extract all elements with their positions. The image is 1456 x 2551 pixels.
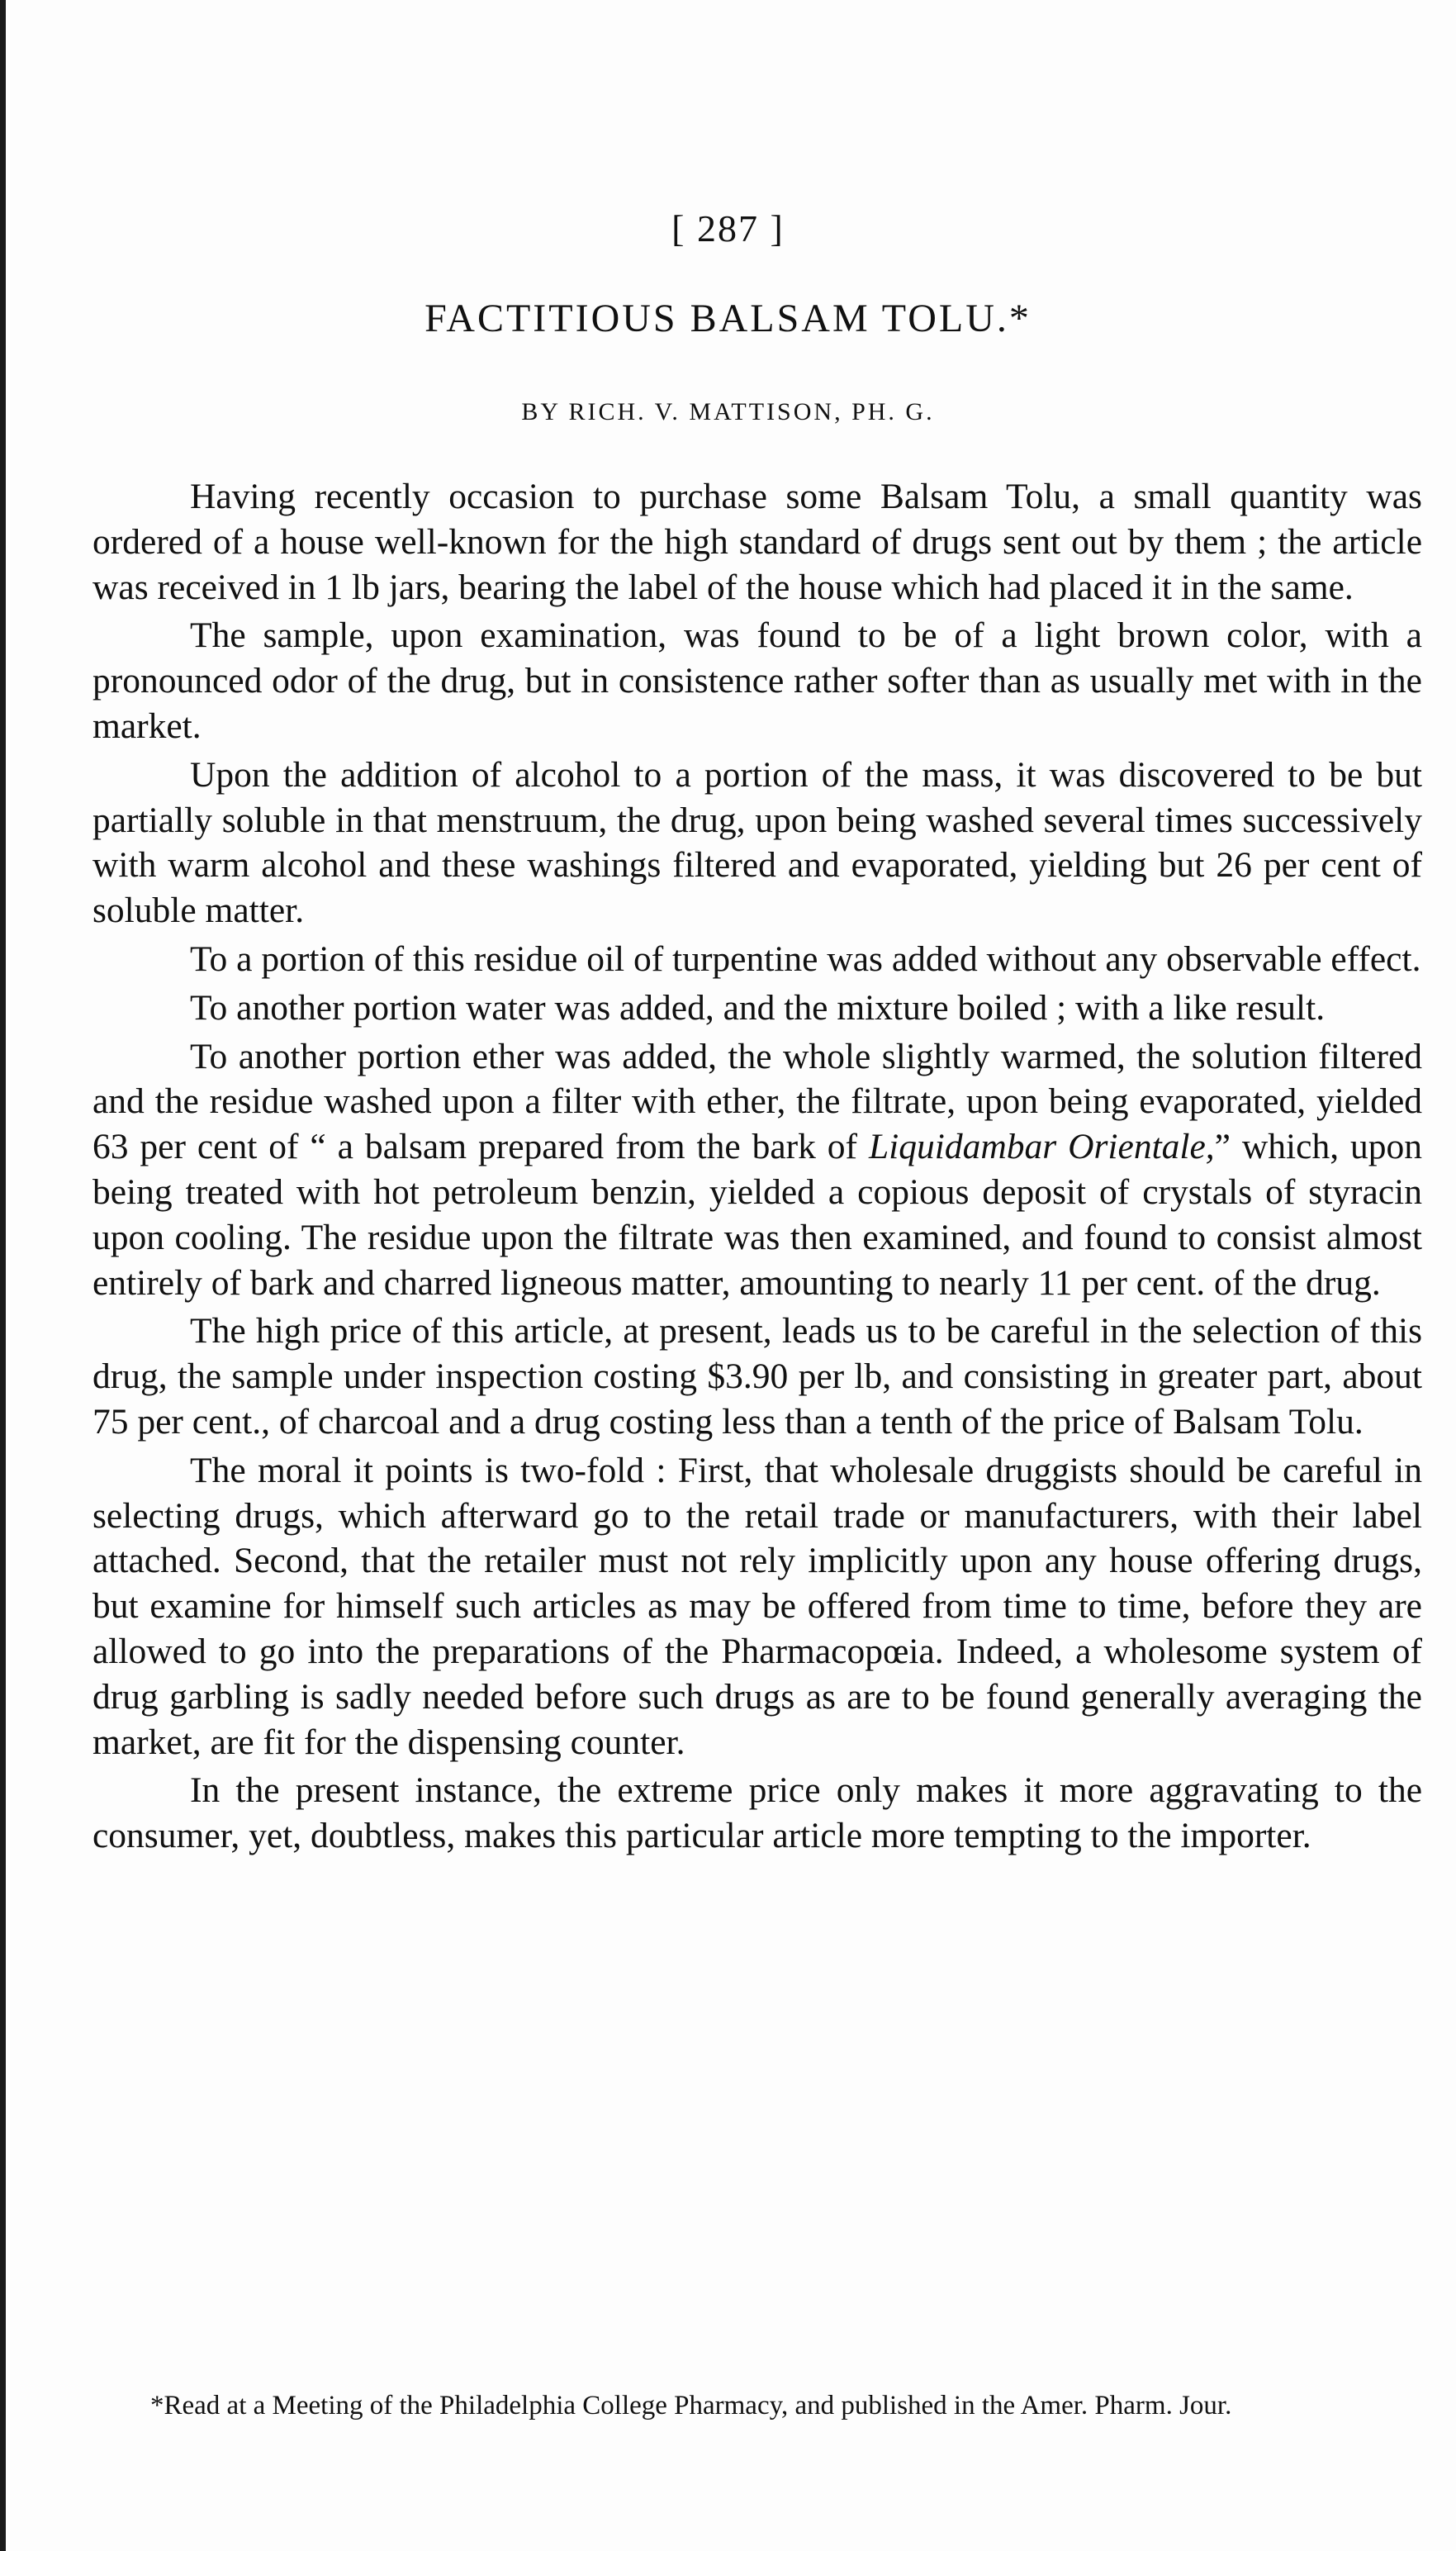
paragraph-water: To another portion water was added, and the mixture boiled ; with a like result. (190, 987, 1326, 1028)
article-title: FACTITIOUS BALSAM TOLU.* (424, 297, 1032, 340)
paragraph-ether-species-name: Liquidambar Orientale, (868, 1127, 1215, 1167)
paragraph-ether-text-end: ” which, upon being treated with hot petroleum benzin, yielded a copious deposit of crystals of styracin upon cooling. The residue upon the filtrate was then examined, and found to consist almost entirely of bark and charred ligneous matter, amounting to nearly 11 per cent. of the drug. (92, 1127, 1422, 1303)
footnote: *Read at a Meeting of the Philadelphia College Pharmacy, and published in the Amer. Pharm. Jour. (150, 2391, 1232, 2420)
article-byline: BY RICH. V. MATTISON, PH. G. (521, 398, 935, 425)
paragraph-sample: The sample, upon examination, was found to be of a light brown color, with a pronounced odor of the drug, but in consistence rather softer than as usually met with in the market. (92, 615, 1422, 746)
paragraph-purchase: Having recently occasion to purchase some Balsam Tolu, a small quantity was ordered of a house well-known for the high standard of drugs sent out by them ; the article was received in 1 lb jars, bearing the label of the house which had placed it in the same. (92, 477, 1422, 607)
paragraph-ether (92, 1034, 1422, 1306)
paragraph-conclusion: In the present instance, the extreme price only makes it more aggravating to the consumer, yet, doubtless, makes this particular article more tempting to the importer. (92, 1770, 1422, 1856)
paragraph-moral: The moral it points is two-fold : First, that wholesale druggists should be careful in selecting drugs, which afterward go to the retail trade or manufacturers, with their label attached. Second, that the retailer must not rely implicitly upon any house offering drugs, but examine for himself such articles as may be offered from time to time, before they are allowed to go into the preparations of the Pharmacopœia. Indeed, a wholesome system of drug garbling is sadly needed before such drugs as are to be found generally averaging the market, are fit for the dispensing counter. (92, 1450, 1422, 1762)
paragraph-alcohol: Upon the addition of alcohol to a portion of the mass, it was discovered to be but partially soluble in that menstruum, the drug, upon being washed several times successively with warm alcohol and these washings filtered and evaporated, yielding but 26 per cent of soluble matter. (92, 754, 1422, 931)
article-body (92, 474, 1422, 1862)
paragraph-price: The high price of this article, at present, leads us to be careful in the selection of this drug, the sample under inspection costing $3.90 per lb, and consisting in greater part, about 75 per cent., of charcoal and a drug costing less than a tenth of the price of Balsam Tolu. (92, 1311, 1422, 1442)
paragraph-ether-text-start: To another portion ether was added, the whole slightly warmed, the solution filtered and the residue washed upon a filter with ether, the filtrate, upon being evaporated, yielded 63 per cent of “ a balsam prepared from the bark of (92, 1036, 1422, 1167)
page-number: [ 287 ] (671, 207, 785, 249)
page-binding-edge (0, 0, 6, 2551)
paragraph-turpentine: To a portion of this residue oil of turpentine was added without any observable effect. (190, 938, 1421, 979)
